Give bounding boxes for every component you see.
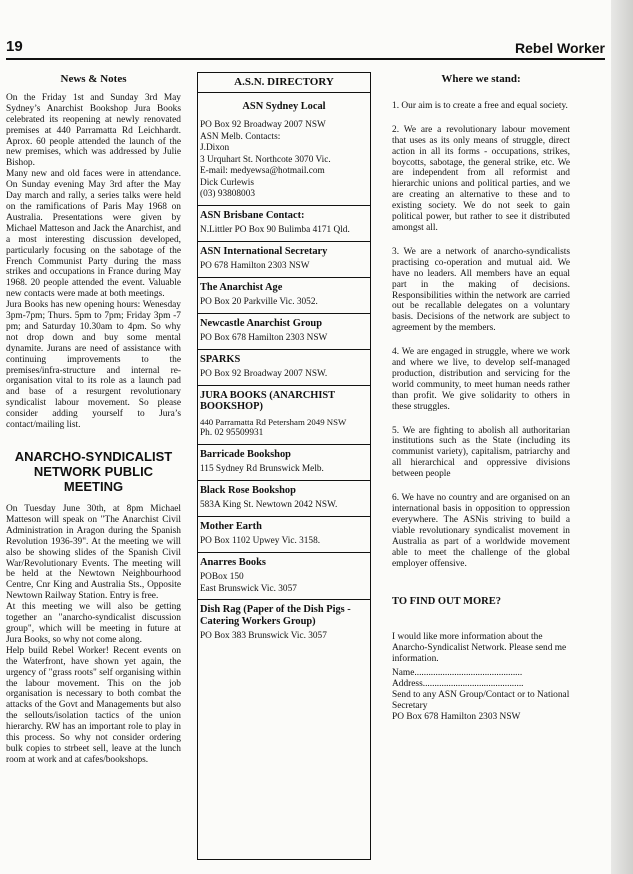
entry-line: PO 678 Hamilton 2303 NSW (200, 261, 310, 271)
entry-name: ASN International Secretary (200, 245, 328, 257)
entry-name: The Anarchist Age (200, 281, 283, 293)
entry-line: Dick Curlewis (200, 177, 254, 188)
where-we-stand-column (392, 74, 570, 723)
entry-line: 115 Sydney Rd Brunswick Melb. (200, 464, 324, 474)
directory-entry (198, 386, 370, 445)
entry-line: 3 Urquhart St. Northcote 3070 Vic. (200, 154, 331, 165)
entry-line: ASN Melb. Contacts: (200, 131, 281, 142)
directory-title: A.S.N. DIRECTORY (198, 73, 370, 93)
directory-entry (198, 206, 370, 242)
entry-name: Anarres Books (200, 556, 266, 568)
entry-line: PO Box 92 Broadway 2007 NSW. (200, 369, 328, 379)
news-column (6, 74, 181, 766)
directory-entry (198, 553, 370, 601)
stand-heading: Where we stand: (441, 73, 521, 85)
directory-entry (198, 445, 370, 481)
entry-name: Mother Earth (200, 520, 262, 532)
publication-title: Rebel Worker (515, 40, 605, 56)
news-paragraph: Jura Books has new opening hours: Wenesday 3pm-7pm; Thurs. 5pm to 7pm; Friday 3pm -7 pm; and Saturday 10.30am to 4pm. So why not drop down and buy some mental dynamite. Jurans are need of assistance with continuing improvements to the premises/infra-structure and internal re-organisation vital to its role as a launch pad and base of a resurgent revolutionary syndicalist labour movement. So please consider adding yourself to Jura’s contact/mailing list. (6, 300, 181, 431)
entry-name: Barricade Bookshop (200, 448, 291, 460)
entry-line: PO Box 678 Hamilton 2303 NSW (200, 333, 328, 343)
entry-line: Ph. 02 95509931 (200, 428, 264, 438)
entry-line: POBox 150 (200, 572, 244, 582)
directory-entry (198, 278, 370, 314)
directory-entry (198, 350, 370, 386)
entry-name: ASN Brisbane Contact: (200, 209, 305, 221)
stand-point: 6. We have no country and are organised on an international basis in opposition to oppression everywhere. The ASNis striving to build a viable revolutionary syndicalist movement in Australia as part of a worldwide movement able to meet the challenge of the global employer offensive. (392, 493, 570, 569)
stand-point: 5. We are fighting to abolish all authoritarian institutions such as the State (including its communist variety), capitalism, patriarchy and all hierarchical and oppressive divisions between people (392, 425, 570, 480)
directory-entry (198, 600, 370, 647)
page-header (6, 36, 605, 60)
news-paragraph: On the Friday 1st and Sunday 3rd May Sydney’s Anarchist Bookshop Jura Books celebrated its reopening at newly renovated premises at 440 Parramatta Rd Leichhardt. Aprox. 60 people attended the launch of the new premises, which was addressed by Julie Bishop. (6, 92, 181, 169)
page-edge-shadow (611, 0, 633, 874)
directory-entry (198, 93, 370, 206)
info-request-text: I would like more information about the Anarcho-Syndicalist Network. Please send me information. (392, 632, 567, 665)
entry-line: East Brunswick Vic. 3057 (200, 583, 297, 594)
news-heading: News & Notes (60, 73, 127, 85)
news-paragraph: Many new and old faces were in attendance. On Sunday evening May 3rd after the May Day march and rally, a series talks were held on the ramifications of Paris May 1968 on Australia. Presentations were given by Michael Matteson and Jack the Anarchist, and a most interesting discussion developed, particularly focusing on the sabotage of the French Communist Party during the mass strikes and occupations in France during May 1968. 20 people attended the event. Valuable new contacts were made at both meetings. (6, 169, 181, 300)
meeting-paragraph: Help build Rebel Worker! Recent events on the Waterfront, have shown yet again, the urgency of "grass roots" self organising within the labour movement. This on the job organisation is necessary to both combat the attacks of the Govt and Managements but also the sellouts/isolation tactics of the union hierarchy. RW has an important role to play in this process. So why not consider ordering bulk copies to strbeet sell, leave at the lunch room at work and at cafes/bookshops. (6, 645, 181, 765)
name-field-label: Name.............................................. (392, 668, 523, 679)
mailing-address: PO Box 678 Hamilton 2303 NSW (392, 711, 521, 722)
address-field-label: Address........................................... (392, 678, 524, 689)
page-number: 19 (6, 38, 23, 55)
directory-entry (198, 242, 370, 278)
entry-line: J.Dixon (200, 143, 230, 153)
entry-line: (03) 93808003 (200, 189, 256, 199)
entry-name: SPARKS (200, 353, 241, 365)
entry-line: E-mail: medyewsa@hotmail.com (200, 166, 325, 176)
stand-point: 2. We are a revolutionary labour movement that uses as its only means of struggle, direct action in all its forms - occupations, strikes, boycotts, sabotage, the general strike, etc. We are independent from all reformist and hierarchic unions and political parties, and we are creating an alternative to these and to existing society. We do not seek to gain political power, but rather to see it distributed amongst all. (392, 124, 570, 233)
entry-line: PO Box 92 Broadway 2007 NSW (200, 120, 326, 130)
asn-directory-box (197, 72, 371, 860)
directory-entry (198, 517, 370, 553)
stand-point: 1. Our aim is to create a free and equal society. (392, 100, 568, 111)
entry-line: PO Box 1102 Upwey Vic. 3158. (200, 536, 321, 546)
entry-line: N.Littler PO Box 90 Bulimba 4171 Qld. (200, 225, 350, 235)
meeting-paragraph: On Tuesday June 30th, at 8pm Michael Matteson will speak on "The Anarchist Civil Administration in Aragon during the Spanish Revolution 1936-39". At the meeting we will also be showing slides of the Spanish Civil War/Revolutionary Events. The meeting will be held at the Newtown Neighbourhood Centre, Cnr King and Australia Sts., Opposite Newtown Railway Station. Entry is free. (6, 504, 181, 602)
meeting-heading: ANARCHO-SYNDICALIST NETWORK PUBLIC MEETING (14, 449, 173, 494)
stand-point: 3. We are a network of anarcho-syndicalists practising co-operation and mutual aid. We have no leaders. All members have an equal part in the making of decisions. Responsibilities within the network are carried out be recallable delegates on a voluntary basis. Decisions of the network are subject to agreement by the members. (392, 246, 570, 334)
send-to-text: Send to any ASN Group/Contact or to National Secretary (392, 689, 570, 711)
entry-name: JURA BOOKS (ANARCHIST BOOKSHOP) (200, 389, 335, 412)
stand-point: 4. We are engaged in struggle, where we work and where we live, to develop self-managed production, distribution and servicing for the world community, to meet human needs rather than profit. We give solidarity to others in these struggles. (392, 347, 570, 412)
meeting-paragraph: At this meeting we will also be getting together an "anarcho-syndicalist discussion group", which will be meeting in future at Jura Books, so why not come along. (6, 602, 181, 645)
entry-line: PO Box 20 Parkville Vic. 3052. (200, 297, 318, 307)
directory-entry (198, 481, 370, 517)
entry-name: ASN Sydney Local (242, 100, 326, 112)
directory-entry (198, 314, 370, 350)
entry-line: 440 Parramatta Rd Petersham 2049 NSW (200, 416, 347, 427)
entry-name: Dish Rag (Paper of the Dish Pigs - Catering Workers Group) (200, 604, 351, 627)
find-out-heading: TO FIND OUT MORE? (392, 596, 501, 608)
entry-line: 583A King St. Newtown 2042 NSW. (200, 500, 338, 510)
entry-name: Black Rose Bookshop (200, 484, 296, 496)
entry-line: PO Box 383 Brunswick Vic. 3057 (200, 631, 327, 641)
entry-name: Newcastle Anarchist Group (200, 317, 322, 329)
